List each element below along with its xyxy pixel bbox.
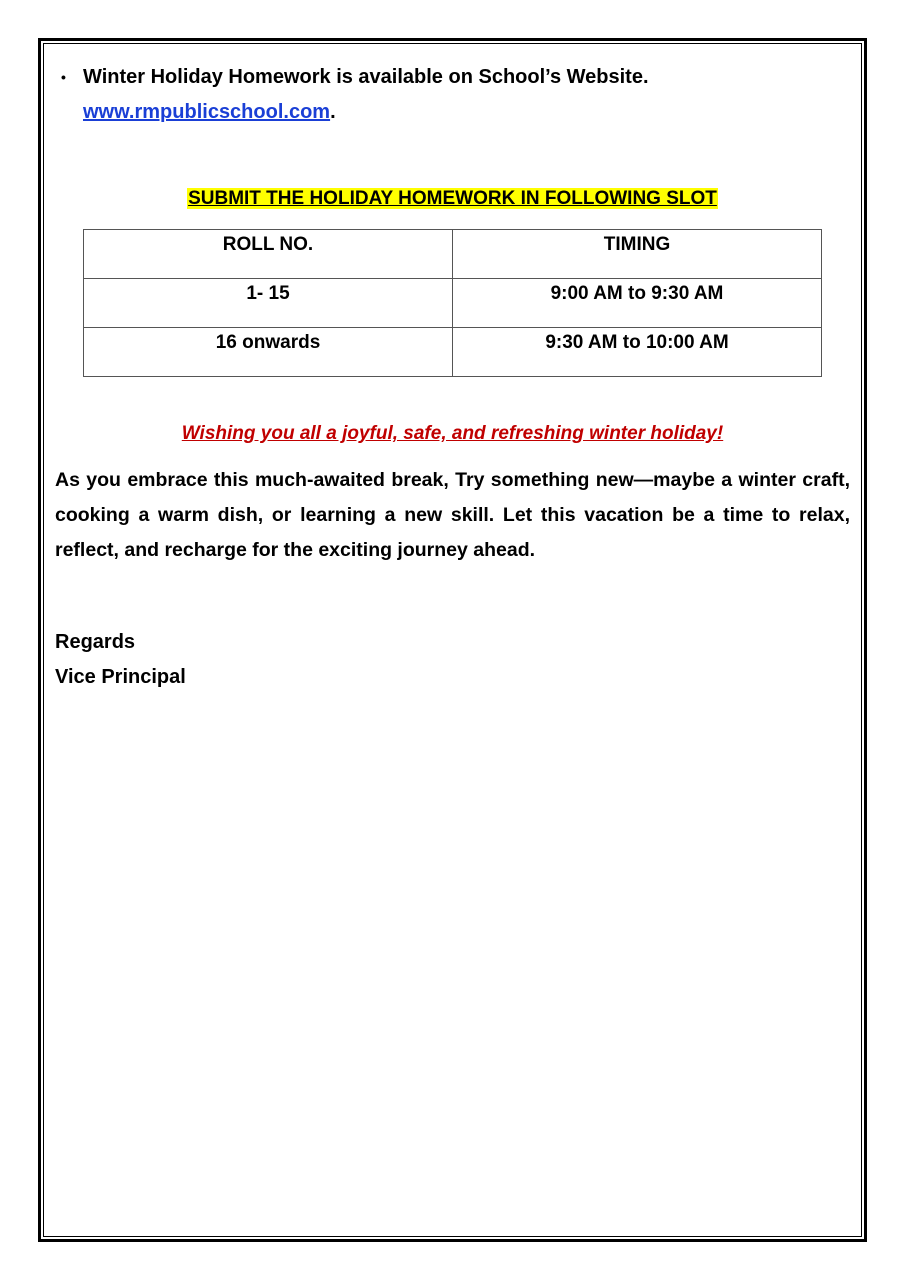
slot-heading: SUBMIT THE HOLIDAY HOMEWORK IN FOLLOWING SLOT	[188, 188, 717, 209]
table-header-row	[84, 230, 822, 279]
column-header-timing: TIMING	[453, 230, 822, 279]
closing-regards: Regards	[55, 631, 136, 653]
roll-cell: 16 onwards	[84, 328, 453, 377]
homework-notice-text: Winter Holiday Homework is available on School’s Website.	[83, 66, 649, 88]
page-border-inner	[43, 43, 862, 1237]
website-line	[83, 95, 843, 130]
homework-notice-item	[61, 60, 843, 130]
signer-title: Vice Principal	[55, 666, 186, 688]
table-row	[84, 279, 822, 328]
bullet-icon: •	[61, 69, 66, 85]
holiday-wish: Wishing you all a joyful, safe, and refreshing winter holiday!	[181, 423, 724, 444]
website-link[interactable]: www.rmpublicschool.com	[83, 101, 331, 123]
timing-cell: 9:30 AM to 10:00 AM	[453, 328, 822, 377]
column-header-roll: ROLL NO.	[84, 230, 453, 279]
table-row	[84, 328, 822, 377]
website-suffix: .	[330, 101, 336, 123]
timing-cell: 9:00 AM to 9:30 AM	[453, 279, 822, 328]
roll-cell: 1- 15	[84, 279, 453, 328]
message-paragraph: As you embrace this much-awaited break, Try something new—maybe a winter craft, cooking a warm dish, or learning a new skill. Let this vacation be a time to relax, reflect, and recharge for the exciting journey ahead.	[55, 469, 850, 561]
submission-slot-table	[83, 229, 822, 377]
slot-heading-container	[55, 187, 850, 211]
